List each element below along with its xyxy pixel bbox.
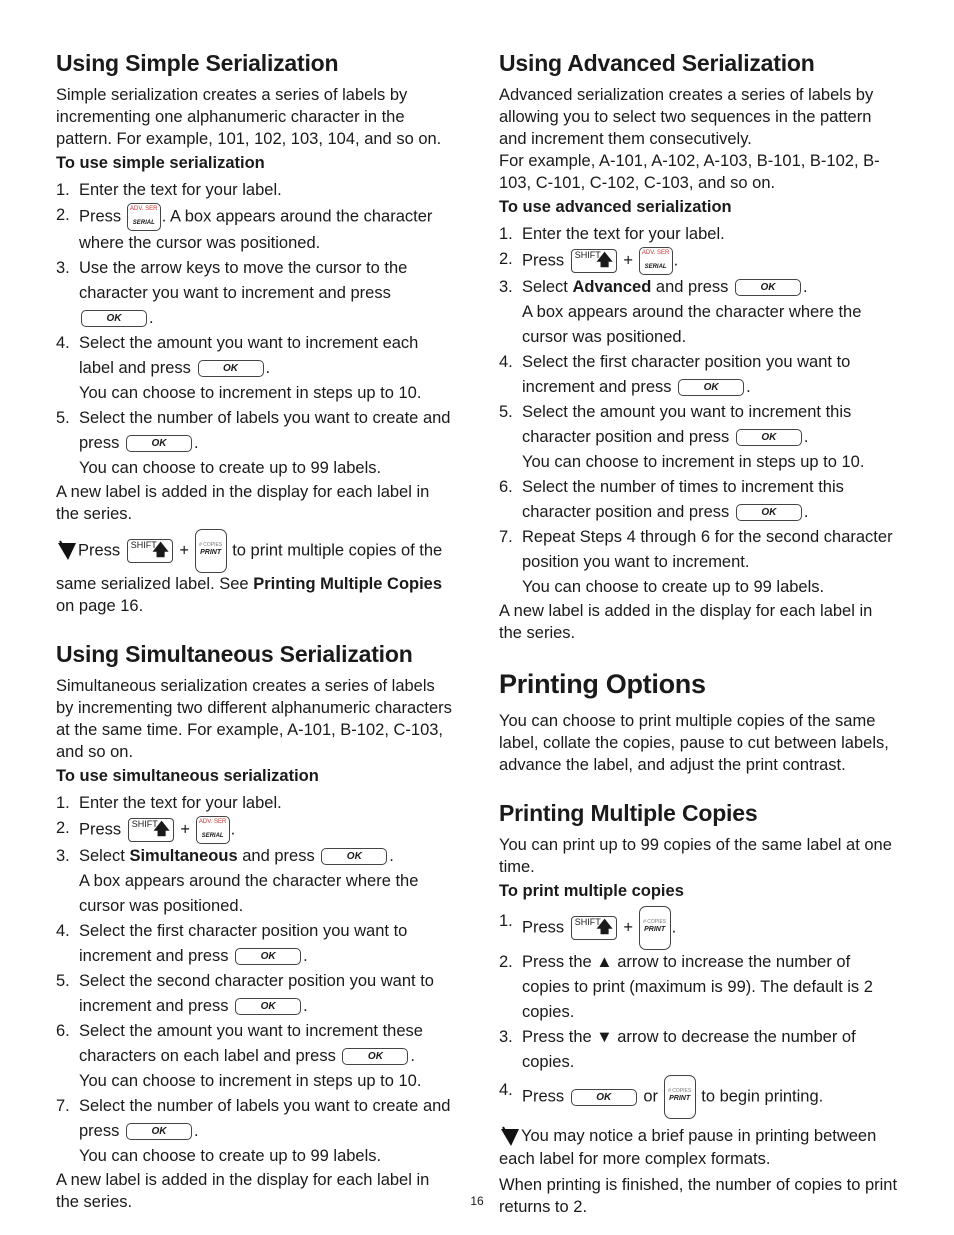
simultaneous-step-4: 4. Select the first character position you want to increment and press OK . bbox=[56, 922, 408, 965]
advanced-steps-cont2 bbox=[499, 475, 899, 575]
simultaneous-step-7-note: You can choose to create up to 99 labels. bbox=[79, 1147, 382, 1165]
print-key-icon: # COPIES PRINT bbox=[195, 529, 227, 573]
multiple-step-2: 2. Press the ▲ arrow to increase the number of copies to print (maximum is 99). The default is 2 copies. bbox=[499, 953, 873, 1021]
advanced-after: A new label is added in the display for each label in the series. bbox=[499, 602, 873, 642]
advanced-step-1: 1. Enter the text for your label. bbox=[499, 225, 725, 243]
shift-key-icon: SHIFT 🡅 bbox=[571, 249, 617, 273]
simultaneous-step-1: 1. Enter the text for your label. bbox=[56, 794, 282, 812]
advanced-serialization-heading: Using Advanced Serialization bbox=[499, 50, 815, 76]
simple-tip: Press SHIFT 🡅 + # COPIES PRINT to print multiple copies of the same serialized label. See Printing Multiple Copies on page 16. bbox=[56, 529, 456, 617]
simultaneous-step-5: 5. Select the second character position you want to increment and press OK . bbox=[56, 972, 434, 1015]
simultaneous-steps-cont2 bbox=[56, 1094, 456, 1144]
tip-hand-icon bbox=[56, 540, 78, 562]
simple-step-1: 1. Enter the text for your label. bbox=[56, 181, 282, 199]
simultaneous-step-6: 6. Select the amount you want to increment these characters on each label and press OK . bbox=[56, 1022, 423, 1065]
simple-steps bbox=[56, 178, 456, 381]
print-key-icon: # COPIES PRINT bbox=[639, 906, 671, 950]
serial-key-icon: ADV. SER SERIAL bbox=[127, 203, 161, 231]
advanced-intro: Advanced serialization creates a series of labels by allowing you to select two sequences in the pattern and increment them consecutively. bbox=[499, 86, 874, 148]
simultaneous-steps-cont bbox=[56, 919, 456, 1069]
multiple-tip: You may notice a brief pause in printing between each label for more complex formats. bbox=[499, 1127, 877, 1168]
simultaneous-step-6-note: You can choose to increment in steps up to 10. bbox=[79, 1072, 422, 1090]
simultaneous-subhead: To use simultaneous serialization bbox=[56, 767, 319, 785]
down-arrow-icon: ▼ bbox=[596, 1028, 613, 1046]
ok-key-icon: OK bbox=[678, 379, 744, 396]
simple-intro: Simple serialization creates a series of labels by incrementing one alphanumeric character in the pattern. For example, 101, 102, 103, 104, and so on. bbox=[56, 86, 442, 148]
advanced-step-3-note: A box appears around the character where the cursor was positioned. bbox=[522, 303, 862, 346]
advanced-steps-cont bbox=[499, 350, 899, 450]
printing-intro: You can choose to print multiple copies of the same label, collate the copies, pause to cut between labels, advance the label, and adjust the print contrast. bbox=[499, 712, 889, 774]
ok-key-icon: OK bbox=[198, 360, 264, 377]
serial-key-icon: ADV. SER SERIAL bbox=[639, 247, 673, 275]
simultaneous-steps bbox=[56, 791, 456, 869]
ok-key-icon: OK bbox=[736, 429, 802, 446]
advanced-subhead: To use advanced serialization bbox=[499, 198, 732, 216]
simple-step-5: 5. Select the number of labels you want to create and press OK . bbox=[56, 409, 451, 452]
ok-key-icon: OK bbox=[235, 948, 301, 965]
ok-key-icon: OK bbox=[235, 998, 301, 1015]
simultaneous-step-3-note: A box appears around the character where the cursor was positioned. bbox=[79, 872, 419, 915]
multiple-step-3: 3. Press the ▼ arrow to decrease the number of copies. bbox=[499, 1028, 856, 1071]
simultaneous-intro: Simultaneous serialization creates a series of labels by incrementing two different alphanumeric characters at the same time. For example, A-101, B-102, C-103, and so on. bbox=[56, 677, 452, 761]
advanced-step-4: 4. Select the first character position you want to increment and press OK . bbox=[499, 353, 851, 396]
simple-step-2: 2. Press ADV. SER SERIAL . A box appears around the character where the cursor was positioned. bbox=[56, 203, 456, 256]
simple-subhead: To use simple serialization bbox=[56, 154, 265, 172]
simple-step-5-note: You can choose to create up to 99 labels. bbox=[79, 459, 382, 477]
simple-step-4-note: You can choose to increment in steps up to 10. bbox=[79, 384, 422, 402]
shift-key-icon: SHIFT 🡅 bbox=[127, 539, 173, 563]
simple-step-4: 4. Select the amount you want to increment each label and press OK . bbox=[56, 334, 419, 377]
advanced-step-6: 6. Select the number of times to increment this character position and press OK . bbox=[499, 478, 844, 521]
multiple-step-1: 1. Press SHIFT 🡅 + # COPIES PRINT . bbox=[499, 906, 899, 950]
advanced-step-7-note: You can choose to create up to 99 labels. bbox=[522, 578, 825, 596]
page-number: 16 bbox=[470, 1194, 484, 1208]
printing-options-heading: Printing Options bbox=[499, 669, 706, 699]
simple-after: A new label is added in the display for each label in the series. bbox=[56, 483, 430, 523]
advanced-intro-example: For example, A-101, A-102, A-103, B-101, B-102, B-103, C-101, C-102, C-103, and so on. bbox=[499, 152, 880, 192]
ok-key-icon: OK bbox=[321, 848, 387, 865]
simple-serialization-heading: Using Simple Serialization bbox=[56, 50, 339, 76]
print-key-icon: # COPIES PRINT bbox=[664, 1075, 696, 1119]
ok-key-icon: OK bbox=[126, 435, 192, 452]
ok-key-icon: OK bbox=[126, 1123, 192, 1140]
shift-key-icon: SHIFT 🡅 bbox=[128, 818, 174, 842]
printing-multiple-copies-heading: Printing Multiple Copies bbox=[499, 800, 758, 826]
simultaneous-step-7: 7. Select the number of labels you want to create and press OK . bbox=[56, 1097, 451, 1140]
ok-key-icon: OK bbox=[571, 1089, 637, 1106]
up-arrow-icon: ▲ bbox=[596, 953, 613, 971]
multiple-subhead: To print multiple copies bbox=[499, 882, 684, 900]
ok-key-icon: OK bbox=[342, 1048, 408, 1065]
ok-key-icon: OK bbox=[735, 279, 801, 296]
simultaneous-step-2: 2. Press SHIFT 🡅 + ADV. SER SERIAL . bbox=[56, 816, 456, 844]
advanced-step-3: 3. Select Advanced and press OK . bbox=[499, 278, 808, 296]
advanced-step-5-note: You can choose to increment in steps up to 10. bbox=[522, 453, 865, 471]
right-column bbox=[499, 48, 899, 1218]
ok-key-icon: OK bbox=[736, 504, 802, 521]
simple-steps-cont bbox=[56, 406, 456, 456]
tip-hand-icon bbox=[499, 1126, 521, 1148]
multiple-steps bbox=[499, 906, 899, 1119]
multiple-after: When printing is finished, the number of copies to print returns to 2. bbox=[499, 1175, 898, 1216]
simultaneous-step-3: 3. Select Simultaneous and press OK . bbox=[56, 847, 394, 865]
shift-key-icon: SHIFT 🡅 bbox=[571, 916, 617, 940]
multiple-intro: You can print up to 99 copies of the same label at one time. bbox=[499, 836, 892, 876]
serial-key-icon: ADV. SER SERIAL bbox=[196, 816, 230, 844]
simple-step-3: 3. Use the arrow keys to move the cursor to the character you want to increment and press OK . bbox=[56, 259, 408, 327]
advanced-step-5: 5. Select the amount you want to increment this character position and press OK . bbox=[499, 403, 852, 446]
ok-key-icon: OK bbox=[81, 310, 147, 327]
advanced-step-7: 7. Repeat Steps 4 through 6 for the second character position you want to increment. bbox=[499, 528, 893, 571]
multiple-step-4: 4. Press OK or # COPIES PRINT to begin printing. bbox=[499, 1075, 899, 1119]
simultaneous-after: A new label is added in the display for each label in the series. bbox=[56, 1171, 430, 1211]
left-column bbox=[56, 48, 456, 1213]
advanced-steps bbox=[499, 222, 899, 300]
advanced-step-2: 2. Press SHIFT 🡅 + ADV. SER SERIAL . bbox=[499, 247, 899, 275]
simultaneous-serialization-heading: Using Simultaneous Serialization bbox=[56, 641, 413, 667]
